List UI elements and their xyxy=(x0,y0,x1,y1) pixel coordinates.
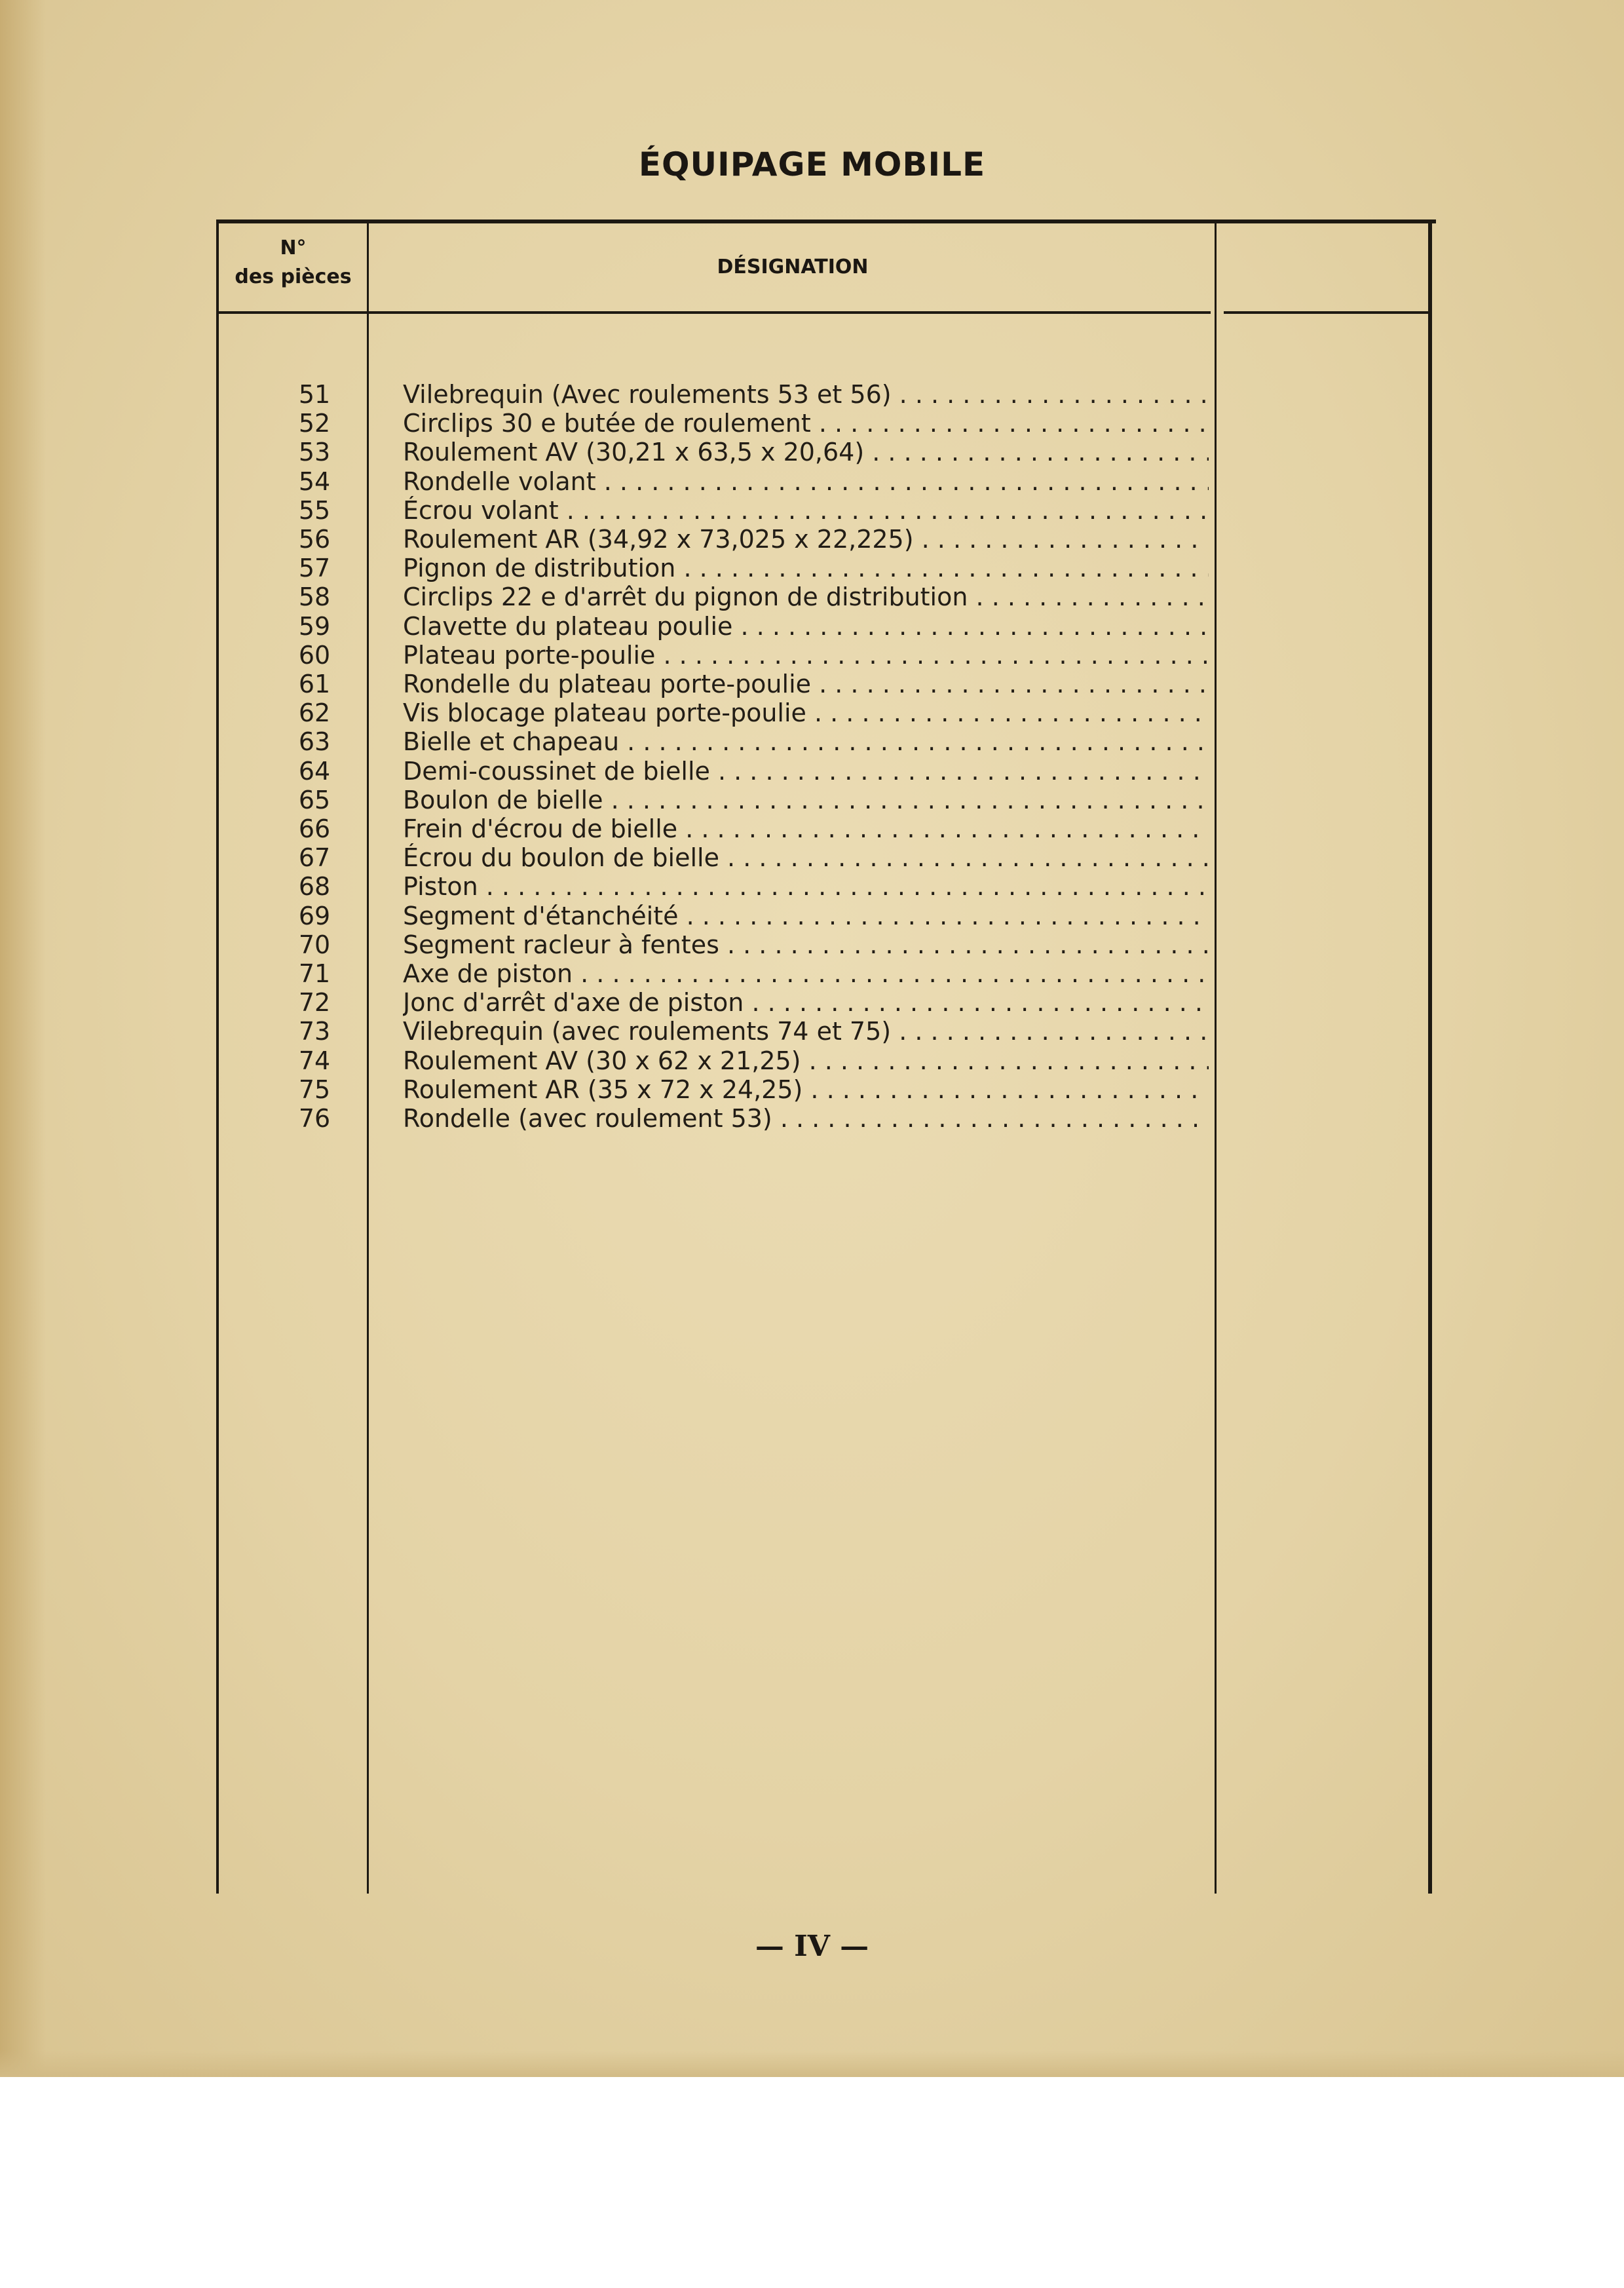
table-row xyxy=(216,641,1436,670)
part-number: 73 xyxy=(298,1017,331,1046)
page-bottom-shadow xyxy=(0,2051,1624,2077)
part-designation: Vilebrequin (Avec roulements 53 et 56) . . . xyxy=(403,380,1209,409)
part-designation: Rondelle du plateau porte-poulie . . . xyxy=(403,670,1209,698)
table-row xyxy=(216,757,1436,786)
table-row xyxy=(216,872,1436,901)
table-top-rule xyxy=(216,219,1436,223)
part-designation: Écrou du boulon de bielle . . . xyxy=(403,843,1209,872)
part-designation: Roulement AV (30 x 62 x 21,25) . . . xyxy=(403,1046,1209,1075)
part-designation: Frein d'écrou de bielle . . . xyxy=(403,814,1209,843)
table-row xyxy=(216,698,1436,727)
part-number: 68 xyxy=(298,872,331,902)
part-designation: Roulement AR (34,92 x 73,025 x 22,225) . . . xyxy=(403,525,1209,554)
part-designation: Roulement AR (35 x 72 x 24,25) . . . xyxy=(403,1075,1209,1104)
header-rule-right xyxy=(1224,311,1428,314)
page-number: — IV — xyxy=(755,1930,869,1963)
table-row xyxy=(216,1075,1436,1104)
part-number: 63 xyxy=(298,727,331,757)
part-number: 65 xyxy=(298,785,331,814)
table-row xyxy=(216,467,1436,496)
table-row xyxy=(216,902,1436,930)
part-designation: Clavette du plateau poulie . . . xyxy=(403,612,1209,641)
part-number: 59 xyxy=(298,611,331,641)
part-designation: Boulon de bielle . . . xyxy=(403,786,1209,814)
table-row xyxy=(216,496,1436,525)
part-number: 52 xyxy=(298,409,331,438)
table-row xyxy=(216,786,1436,814)
part-number: 70 xyxy=(298,930,331,959)
header-rule-left xyxy=(216,311,1211,314)
part-number: 61 xyxy=(298,670,331,698)
part-designation: Rondelle volant . . . xyxy=(403,467,1209,496)
table-row xyxy=(216,380,1436,409)
table-row xyxy=(216,814,1436,843)
part-number: 74 xyxy=(298,1046,331,1075)
table-row xyxy=(216,525,1436,554)
part-number: 58 xyxy=(298,582,331,612)
binding-shadow xyxy=(0,0,46,2077)
part-designation: Écrou volant . . . xyxy=(403,496,1209,525)
part-designation: Demi-coussinet de bielle . . . xyxy=(403,757,1209,786)
table-row xyxy=(216,727,1436,756)
table-row xyxy=(216,409,1436,438)
part-number: 62 xyxy=(298,698,331,728)
table-row xyxy=(216,843,1436,872)
part-designation: Plateau porte-poulie . . . xyxy=(403,641,1209,670)
part-number: 71 xyxy=(298,959,331,988)
part-number: 76 xyxy=(298,1104,331,1133)
page-title: ÉQUIPAGE MOBILE xyxy=(638,145,986,183)
table-row xyxy=(216,612,1436,641)
table-row xyxy=(216,582,1436,611)
part-designation: Vilebrequin (avec roulements 74 et 75) . . . xyxy=(403,1017,1209,1046)
part-designation: Axe de piston . . . xyxy=(403,959,1209,988)
part-designation: Roulement AV (30,21 x 63,5 x 20,64) . . . xyxy=(403,438,1209,467)
table-row xyxy=(216,1104,1436,1133)
part-designation: Jonc d'arrêt d'axe de piston . . . xyxy=(403,988,1209,1017)
header-number-line1: N° xyxy=(280,237,307,259)
table-row xyxy=(216,554,1436,582)
part-designation: Segment racleur à fentes . . . xyxy=(403,930,1209,959)
part-designation: Segment d'étanchéité . . . xyxy=(403,902,1209,930)
part-number: 56 xyxy=(298,525,331,554)
table-row xyxy=(216,670,1436,698)
part-number: 69 xyxy=(298,901,331,930)
part-number: 54 xyxy=(298,467,331,496)
part-designation: Circlips 30 e butée de roulement . . . xyxy=(403,409,1209,438)
header-designation: DÉSIGNATION xyxy=(717,256,869,278)
header-number xyxy=(219,234,367,292)
table-row xyxy=(216,988,1436,1017)
part-number: 66 xyxy=(298,814,331,843)
part-designation: Vis blocage plateau porte-poulie . . . xyxy=(403,698,1209,727)
part-number: 67 xyxy=(298,843,331,873)
part-number: 72 xyxy=(298,988,331,1018)
table-row xyxy=(216,1017,1436,1046)
part-number: 64 xyxy=(298,756,331,786)
table-row xyxy=(216,930,1436,959)
part-designation: Piston . . . xyxy=(403,872,1209,901)
part-designation: Bielle et chapeau . . . xyxy=(403,727,1209,756)
table-row xyxy=(216,438,1436,467)
table-row xyxy=(216,1046,1436,1075)
part-designation: Circlips 22 e d'arrêt du pignon de distribution . . . xyxy=(403,582,1209,611)
parts-table xyxy=(216,219,1436,1894)
part-designation: Pignon de distribution . . . xyxy=(403,554,1209,582)
part-number: 75 xyxy=(298,1075,331,1104)
part-number: 55 xyxy=(298,495,331,525)
part-designation: Rondelle (avec roulement 53) . . . xyxy=(403,1104,1209,1133)
part-number: 53 xyxy=(298,438,331,467)
part-number: 51 xyxy=(298,380,331,409)
part-number: 57 xyxy=(298,554,331,583)
part-number: 60 xyxy=(298,640,331,670)
header-number-line2: des pièces xyxy=(235,265,352,288)
table-row xyxy=(216,959,1436,988)
